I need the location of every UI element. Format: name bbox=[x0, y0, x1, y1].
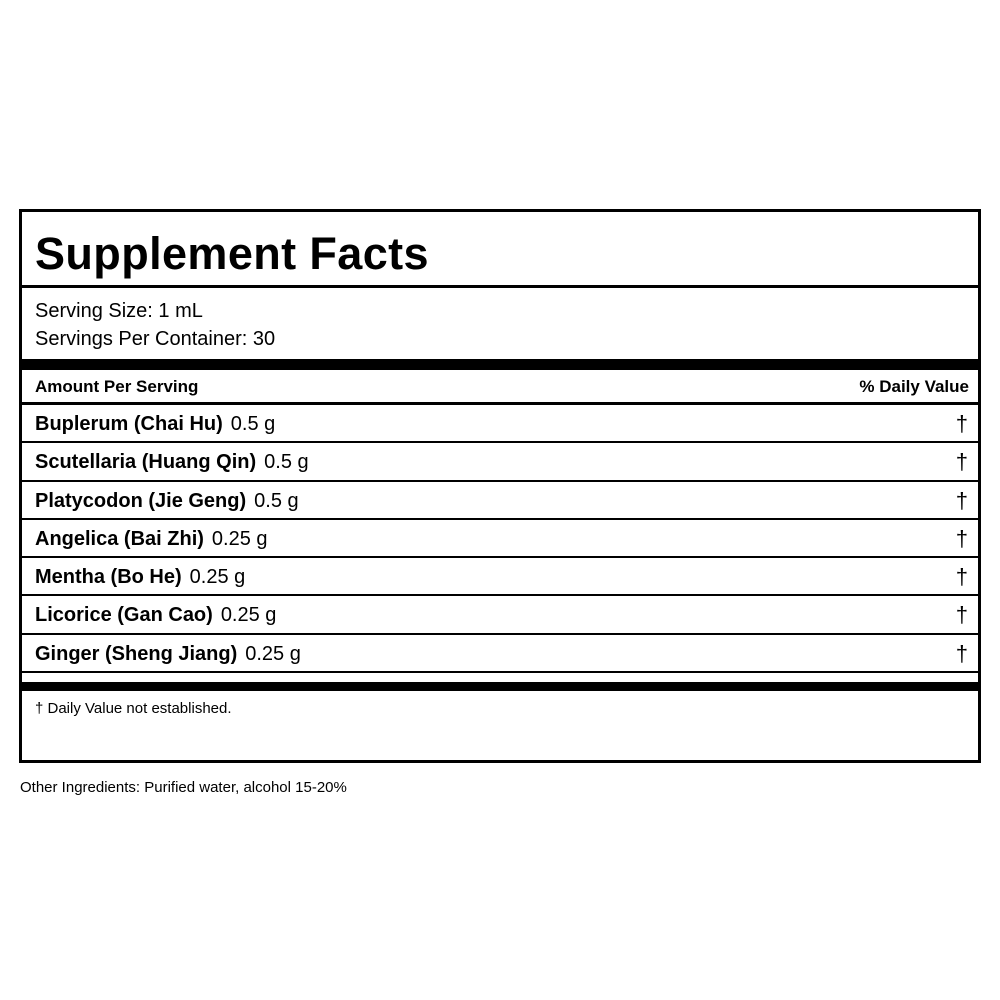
other-ingredients: Other Ingredients: Purified water, alcohol 15-20% bbox=[20, 779, 347, 796]
daily-value-header: % Daily Value bbox=[859, 377, 969, 396]
dagger-mark: † bbox=[955, 640, 968, 666]
table-row bbox=[22, 520, 978, 558]
table-row bbox=[22, 635, 978, 673]
ingredient-name: Ginger (Sheng Jiang) bbox=[35, 642, 238, 665]
dagger-mark: † bbox=[955, 449, 968, 475]
ingredient-amount: 0.25 g bbox=[220, 604, 277, 627]
ingredient-name: Licorice (Gan Cao) bbox=[35, 604, 213, 627]
ingredient-table bbox=[22, 405, 978, 673]
table-row bbox=[22, 405, 978, 443]
ingredient-amount: 0.25 g bbox=[211, 527, 268, 550]
servings-per-container: Servings Per Container: 30 bbox=[35, 328, 276, 350]
ingredient-name: Mentha (Bo He) bbox=[35, 566, 182, 589]
table-row bbox=[22, 443, 978, 481]
table-header bbox=[22, 370, 978, 405]
ingredient-amount: 0.5 g bbox=[230, 413, 276, 435]
ingredient-name: Platycodon (Jie Geng) bbox=[35, 489, 247, 512]
panel-title: Supplement Facts bbox=[35, 228, 429, 279]
table-row bbox=[22, 596, 978, 634]
table-row bbox=[22, 482, 978, 520]
serving-size: Serving Size: 1 mL bbox=[35, 300, 203, 322]
footnote: † Daily Value not established. bbox=[35, 700, 232, 717]
ingredient-name: Buplerum (Chai Hu) bbox=[35, 413, 223, 435]
ingredient-name: Scutellaria (Huang Qin) bbox=[35, 451, 257, 474]
ingredient-name: Angelica (Bai Zhi) bbox=[35, 527, 204, 550]
serving-info bbox=[22, 288, 978, 370]
supplement-facts-panel bbox=[19, 209, 981, 763]
dagger-mark: † bbox=[955, 564, 968, 590]
title-section bbox=[22, 212, 978, 288]
dagger-mark: † bbox=[955, 487, 968, 513]
ingredient-amount: 0.5 g bbox=[254, 489, 299, 512]
ingredient-amount: 0.25 g bbox=[189, 566, 246, 589]
amount-per-serving-header: Amount Per Serving bbox=[35, 377, 199, 396]
ingredient-amount: 0.25 g bbox=[245, 642, 301, 665]
dagger-mark: † bbox=[955, 602, 968, 628]
ingredient-amount: 0.5 g bbox=[264, 451, 309, 474]
dagger-mark: † bbox=[955, 411, 968, 436]
dagger-mark: † bbox=[955, 525, 968, 551]
section-divider bbox=[22, 682, 978, 691]
table-row bbox=[22, 558, 978, 596]
